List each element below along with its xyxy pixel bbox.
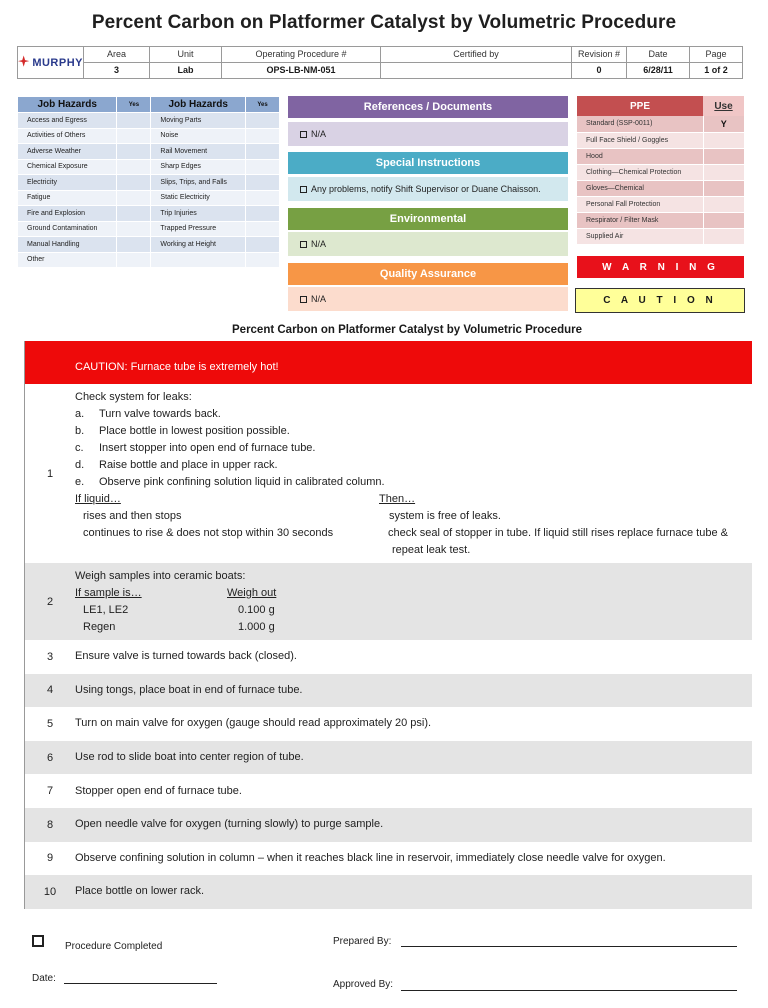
if-condition: rises and then stops bbox=[83, 509, 182, 522]
job-hazard-label: Fatigue bbox=[18, 190, 117, 206]
substep bbox=[75, 474, 752, 491]
ppe-use-cell[interactable] bbox=[703, 180, 744, 196]
job-hazard-yes-cell[interactable] bbox=[246, 128, 280, 144]
ppe-row bbox=[577, 228, 744, 244]
substep-text: Place bottle in lowest position possible. bbox=[99, 424, 290, 437]
caution-row bbox=[25, 341, 752, 384]
job-hazard-label: Electricity bbox=[18, 175, 117, 191]
then-result: check seal of stopper in tube. If liquid still rises replace furnace tube & bbox=[388, 526, 728, 539]
date-label: Date: bbox=[32, 973, 56, 984]
header-value-page: 1 of 2 bbox=[704, 65, 728, 76]
job-hazard-yes-cell[interactable] bbox=[246, 159, 280, 175]
then-result-continued: repeat leak test. bbox=[392, 543, 471, 556]
header-label-revision: Revision # bbox=[572, 47, 627, 63]
job-hazard-yes-cell[interactable] bbox=[117, 128, 151, 144]
procedure-header-table bbox=[17, 46, 743, 79]
logo-text: MURPHY bbox=[32, 56, 83, 69]
header-value-procedure: OPS-LB-NM-051 bbox=[222, 63, 381, 79]
job-hazard-label: Manual Handling bbox=[18, 237, 117, 253]
substep bbox=[75, 457, 752, 474]
header-label-unit: Unit bbox=[150, 47, 222, 63]
step-row bbox=[25, 707, 752, 741]
job-hazard-label: Slips, Trips, and Falls bbox=[151, 175, 246, 191]
job-hazard-row bbox=[18, 144, 280, 160]
job-hazard-yes-cell[interactable] bbox=[117, 175, 151, 191]
step-row bbox=[25, 384, 752, 563]
step-text bbox=[75, 384, 752, 563]
ppe-row bbox=[577, 212, 744, 228]
if-liquid-label: If liquid… bbox=[75, 492, 121, 505]
quality-assurance-body bbox=[288, 287, 568, 311]
substep bbox=[75, 406, 752, 423]
sample-weight: 1.000 g bbox=[238, 620, 275, 633]
checkbox-icon[interactable] bbox=[300, 296, 307, 303]
step-number: 2 bbox=[46, 595, 54, 608]
references-text: N/A bbox=[311, 129, 327, 139]
sample-name: LE1, LE2 bbox=[83, 603, 129, 616]
job-hazard-row bbox=[18, 128, 280, 144]
ppe-use-cell[interactable] bbox=[703, 164, 744, 180]
job-hazard-label: Access and Egress bbox=[18, 113, 117, 129]
sample-weight: 0.100 g bbox=[238, 603, 275, 616]
environmental-body bbox=[288, 232, 568, 256]
sample-name: Regen bbox=[83, 620, 116, 633]
substep-letter: a. bbox=[75, 407, 85, 420]
job-hazard-label: Sharp Edges bbox=[151, 159, 246, 175]
step-number: 10 bbox=[43, 885, 57, 898]
ppe-use-heading: Use bbox=[703, 96, 744, 116]
substep bbox=[75, 423, 752, 440]
substep-text: Insert stopper into open end of furnace tube. bbox=[99, 441, 316, 454]
warning-banner: W A R N I N G bbox=[577, 256, 744, 278]
substep-letter: e. bbox=[75, 475, 85, 488]
job-hazards-table bbox=[17, 96, 280, 268]
header-label-page: Page bbox=[690, 47, 742, 63]
caution-banner: C A U T I O N bbox=[575, 288, 745, 313]
ppe-item-label: Gloves—Chemical bbox=[577, 180, 703, 196]
ppe-use-cell[interactable] bbox=[703, 148, 744, 164]
job-hazard-row bbox=[18, 113, 280, 129]
step-row bbox=[25, 842, 752, 876]
leak-table-header bbox=[75, 491, 752, 508]
ppe-row bbox=[577, 132, 744, 148]
date-field[interactable] bbox=[64, 983, 217, 984]
job-hazard-row bbox=[18, 221, 280, 237]
substep-letter: d. bbox=[75, 458, 85, 471]
header-label-procedure: Operating Procedure # bbox=[222, 47, 381, 63]
job-hazard-yes-cell[interactable] bbox=[117, 159, 151, 175]
if-sample-label: If sample is… bbox=[75, 586, 142, 599]
ppe-item-label: Full Face Shield / Goggles bbox=[577, 132, 703, 148]
header-label-area: Area bbox=[84, 47, 150, 63]
ppe-use-cell[interactable] bbox=[703, 196, 744, 212]
ppe-use-cell[interactable] bbox=[703, 228, 744, 244]
job-hazard-label: Fire and Explosion bbox=[18, 206, 117, 222]
substep-letter: c. bbox=[75, 441, 84, 454]
ppe-item-label: Clothing—Chemical Protection bbox=[577, 164, 703, 180]
job-hazard-label: Adverse Weather bbox=[18, 144, 117, 160]
job-hazard-label: Chemical Exposure bbox=[18, 159, 117, 175]
ppe-item-label: Hood bbox=[577, 148, 703, 164]
ppe-item-label: Personal Fall Protection bbox=[577, 196, 703, 212]
job-hazard-yes-cell[interactable] bbox=[246, 113, 280, 129]
job-hazards-yes-heading: Yes bbox=[117, 97, 151, 113]
murphy-logo bbox=[18, 47, 84, 78]
job-hazard-row bbox=[18, 175, 280, 191]
step-number: 8 bbox=[46, 818, 54, 831]
job-hazard-yes-cell[interactable] bbox=[117, 252, 151, 268]
job-hazard-label: Ground Contamination bbox=[18, 221, 117, 237]
approved-by-field[interactable] bbox=[401, 990, 737, 991]
job-hazard-yes-cell[interactable] bbox=[117, 190, 151, 206]
job-hazard-label: Moving Parts bbox=[151, 113, 246, 129]
step-list bbox=[25, 640, 752, 909]
leak-table-row bbox=[75, 525, 752, 542]
step-1-intro: Check system for leaks: bbox=[75, 390, 192, 403]
substep-text: Observe pink confining solution liquid in calibrated column. bbox=[99, 475, 385, 488]
then-result: system is free of leaks. bbox=[389, 509, 501, 522]
header-value-revision: 0 bbox=[572, 63, 627, 79]
step-number: 4 bbox=[46, 684, 54, 697]
step-text: Place bottle on lower rack. bbox=[75, 885, 205, 898]
quality-assurance-heading: Quality Assurance bbox=[288, 263, 568, 285]
job-hazard-row bbox=[18, 206, 280, 222]
ppe-row bbox=[577, 180, 744, 196]
step-row bbox=[25, 640, 752, 674]
step-row bbox=[25, 774, 752, 808]
references-heading: References / Documents bbox=[288, 96, 568, 118]
step-text: Turn on main valve for oxygen (gauge should read approximately 20 psi). bbox=[75, 717, 432, 730]
header-value-area: 3 bbox=[84, 63, 150, 79]
job-hazard-label: Working at Height bbox=[151, 237, 246, 253]
approved-by-label: Approved By: bbox=[333, 979, 394, 990]
header-value-certified bbox=[381, 63, 572, 79]
environmental-text: N/A bbox=[311, 239, 327, 249]
job-hazards-heading: Job Hazards bbox=[18, 97, 117, 113]
step-number: 9 bbox=[46, 852, 54, 865]
job-hazard-label: Noise bbox=[151, 128, 246, 144]
ppe-item-label: Supplied Air bbox=[577, 228, 703, 244]
step-text: Using tongs, place boat in end of furnace tube. bbox=[75, 683, 303, 696]
job-hazard-row bbox=[18, 237, 280, 253]
job-hazard-yes-cell[interactable] bbox=[246, 175, 280, 191]
job-hazard-label: Trip Injuries bbox=[151, 206, 246, 222]
header-value-date: 6/28/11 bbox=[627, 63, 690, 79]
step-text: Open needle valve for oxygen (turning slowly) to purge sample. bbox=[75, 818, 384, 831]
step-text bbox=[75, 563, 752, 640]
job-hazard-yes-cell[interactable] bbox=[246, 237, 280, 253]
ppe-use-cell[interactable] bbox=[703, 132, 744, 148]
checkbox-icon[interactable] bbox=[300, 186, 307, 193]
if-condition: continues to rise & does not stop within 30 seconds bbox=[83, 526, 334, 539]
ppe-heading: PPE bbox=[577, 96, 703, 116]
job-hazard-yes-cell[interactable] bbox=[117, 221, 151, 237]
substep bbox=[75, 440, 752, 457]
job-hazard-yes-cell[interactable] bbox=[246, 144, 280, 160]
ppe-row bbox=[577, 116, 744, 132]
procedure-steps bbox=[24, 341, 752, 909]
header-label-date: Date bbox=[627, 47, 690, 63]
caution-text: CAUTION: Furnace tube is extremely hot! bbox=[75, 360, 279, 373]
step-text: Observe confining solution in column – when it reaches black line in reservoir, immediately close needle valve for oxygen. bbox=[75, 851, 666, 864]
step-2-intro: Weigh samples into ceramic boats: bbox=[75, 569, 246, 582]
special-instructions-body bbox=[288, 177, 568, 201]
job-hazard-yes-cell[interactable] bbox=[246, 221, 280, 237]
job-hazards-heading: Job Hazards bbox=[151, 97, 246, 113]
ppe-use-cell[interactable]: Y bbox=[703, 116, 744, 132]
step-number: 6 bbox=[46, 751, 54, 764]
job-hazard-yes-cell[interactable] bbox=[246, 206, 280, 222]
leak-table-row bbox=[75, 508, 752, 525]
step-text: Ensure valve is turned towards back (closed). bbox=[75, 650, 297, 663]
step-row bbox=[25, 875, 752, 909]
then-label: Then… bbox=[379, 492, 416, 505]
prepared-by-label: Prepared By: bbox=[333, 936, 392, 947]
job-hazard-label: Activities of Others bbox=[18, 128, 117, 144]
step-row bbox=[25, 741, 752, 775]
step-number: 5 bbox=[46, 717, 54, 730]
ppe-row bbox=[577, 164, 744, 180]
substep-letter: b. bbox=[75, 424, 85, 437]
step-number: 3 bbox=[46, 650, 54, 663]
murphy-logo-icon bbox=[18, 55, 29, 71]
page-title: Percent Carbon on Platformer Catalyst by Volumetric Procedure bbox=[91, 12, 677, 33]
job-hazard-yes-cell[interactable] bbox=[117, 206, 151, 222]
job-hazard-row bbox=[18, 190, 280, 206]
environmental-heading: Environmental bbox=[288, 208, 568, 230]
ppe-item-label: Standard (SSP-0011) bbox=[577, 116, 703, 132]
substep-text: Raise bottle and place in upper rack. bbox=[99, 458, 278, 471]
job-hazard-yes-cell[interactable] bbox=[246, 252, 280, 268]
ppe-row bbox=[577, 148, 744, 164]
job-hazard-label: Static Electricity bbox=[151, 190, 246, 206]
weigh-table-row bbox=[75, 619, 752, 636]
job-hazard-yes-cell[interactable] bbox=[117, 113, 151, 129]
ppe-use-cell[interactable] bbox=[703, 212, 744, 228]
procedure-title: Percent Carbon on Platformer Catalyst by Volumetric Procedure bbox=[232, 324, 582, 336]
job-hazard-yes-cell[interactable] bbox=[246, 190, 280, 206]
quality-assurance-text: N/A bbox=[311, 294, 327, 304]
prepared-by-field[interactable] bbox=[401, 946, 737, 947]
weigh-out-label: Weigh out bbox=[227, 586, 277, 599]
step-row bbox=[25, 674, 752, 708]
procedure-completed-label: Procedure Completed bbox=[65, 941, 163, 952]
checkbox-icon[interactable] bbox=[300, 241, 307, 248]
weigh-table-row bbox=[75, 602, 752, 619]
ppe-item-label: Respirator / Filter Mask bbox=[577, 212, 703, 228]
job-hazard-yes-cell[interactable] bbox=[117, 144, 151, 160]
ppe-row bbox=[577, 196, 744, 212]
job-hazard-label: Trapped Pressure bbox=[151, 221, 246, 237]
leak-table-row bbox=[75, 542, 752, 559]
header-label-certified: Certified by bbox=[381, 47, 572, 63]
job-hazard-row bbox=[18, 252, 280, 268]
special-instructions-heading: Special Instructions bbox=[288, 152, 568, 174]
step-number: 1 bbox=[46, 467, 54, 480]
checkbox-icon[interactable] bbox=[300, 131, 307, 138]
weigh-table-header bbox=[75, 585, 752, 602]
special-instructions-text: Any problems, notify Shift Supervisor or Duane Chaisson. bbox=[311, 184, 541, 194]
step-1-substeps bbox=[75, 406, 752, 491]
step-text: Use rod to slide boat into center region of tube. bbox=[75, 751, 304, 764]
job-hazard-label: Rail Movement bbox=[151, 144, 246, 160]
ppe-table bbox=[577, 96, 744, 245]
job-hazards-yes-heading: Yes bbox=[246, 97, 280, 113]
substep-text: Turn valve towards back. bbox=[99, 407, 221, 420]
references-body bbox=[288, 122, 568, 146]
job-hazard-label: Other bbox=[18, 252, 117, 268]
procedure-completed-checkbox[interactable] bbox=[32, 935, 44, 947]
step-text: Stopper open end of furnace tube. bbox=[75, 784, 242, 797]
header-value-unit: Lab bbox=[150, 63, 222, 79]
job-hazard-row bbox=[18, 159, 280, 175]
step-number: 7 bbox=[46, 785, 54, 798]
step-row bbox=[25, 563, 752, 640]
step-row bbox=[25, 808, 752, 842]
job-hazard-yes-cell[interactable] bbox=[117, 237, 151, 253]
job-hazard-label bbox=[151, 252, 246, 268]
